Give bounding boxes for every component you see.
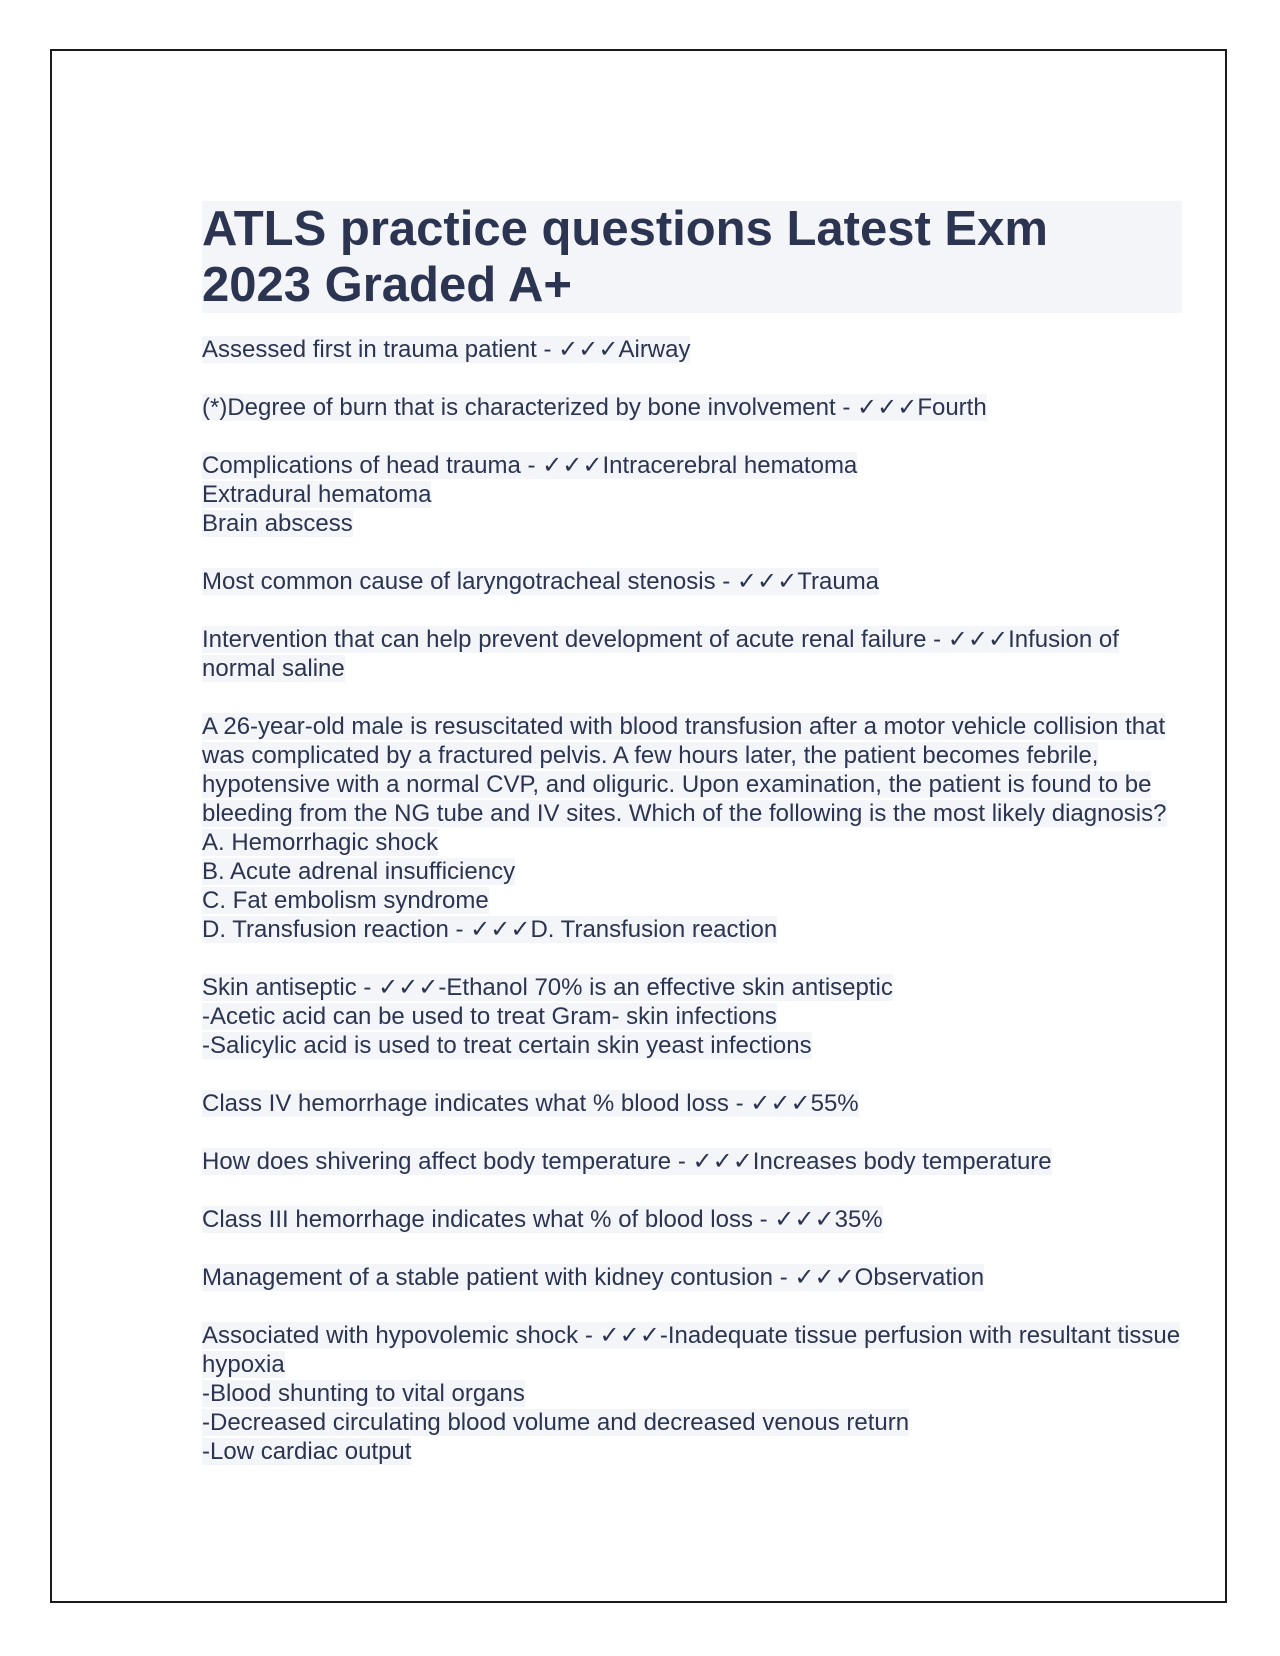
qa-line-text: Complications of head trauma - ✓✓✓Intracerebral hematoma	[202, 452, 858, 479]
qa-question-line	[202, 1205, 1182, 1234]
qa-answer-line	[202, 1031, 1182, 1060]
qa-line-text: C. Fat embolism syndrome	[202, 887, 489, 914]
qa-line-text: Extradural hematoma	[202, 481, 432, 508]
qa-item	[202, 1089, 1182, 1118]
qa-list	[202, 335, 1182, 1466]
qa-answer-line	[202, 828, 1182, 857]
qa-question-line	[202, 625, 1182, 683]
qa-item	[202, 393, 1182, 422]
qa-item	[202, 451, 1182, 538]
qa-answer-line	[202, 1002, 1182, 1031]
qa-line-text: Intervention that can help prevent development of acute renal failure - ✓✓✓Infusion of normal saline	[202, 626, 1119, 682]
qa-line-text: Assessed first in trauma patient - ✓✓✓Airway	[202, 336, 691, 363]
qa-line-text: How does shivering affect body temperature - ✓✓✓Increases body temperature	[202, 1148, 1052, 1175]
qa-answer-line	[202, 857, 1182, 886]
qa-question-line	[202, 1089, 1182, 1118]
qa-line-text: -Blood shunting to vital organs	[202, 1380, 525, 1407]
qa-line-text: B. Acute adrenal insufficiency	[202, 858, 516, 885]
qa-line-text: -Low cardiac output	[202, 1438, 412, 1465]
qa-item	[202, 1205, 1182, 1234]
qa-item	[202, 625, 1182, 683]
document-title	[202, 201, 1182, 313]
qa-item	[202, 335, 1182, 364]
qa-question-line	[202, 712, 1182, 828]
qa-item	[202, 1147, 1182, 1176]
qa-question-line	[202, 567, 1182, 596]
page-frame	[50, 49, 1227, 1603]
qa-line-text: -Decreased circulating blood volume and decreased venous return	[202, 1409, 910, 1436]
qa-answer-line	[202, 915, 1182, 944]
qa-line-text: -Salicylic acid is used to treat certain skin yeast infections	[202, 1032, 812, 1059]
qa-line-text: A 26-year-old male is resuscitated with blood transfusion after a motor vehicle collision that was complicated by a fractured pelvis. A few hours later, the patient becomes febrile, hypotensive with a normal CVP, and oliguric. Upon examination, the patient is found to be bleeding from the NG tube and IV sites. Which of the following is the most likely diagnosis?	[202, 713, 1167, 827]
qa-line-text: Skin antiseptic - ✓✓✓-Ethanol 70% is an effective skin antiseptic	[202, 974, 893, 1001]
qa-answer-line	[202, 509, 1182, 538]
qa-line-text: Class IV hemorrhage indicates what % blood loss - ✓✓✓55%	[202, 1090, 859, 1117]
qa-question-line	[202, 451, 1182, 480]
qa-line-text: Brain abscess	[202, 510, 353, 537]
title-line-1: ATLS practice questions Latest Exm	[202, 202, 1048, 256]
qa-question-line	[202, 1321, 1182, 1379]
document-content	[202, 201, 1182, 1495]
qa-line-text: (*)Degree of burn that is characterized by bone involvement - ✓✓✓Fourth	[202, 394, 987, 421]
qa-line-text: Most common cause of laryngotracheal stenosis - ✓✓✓Trauma	[202, 568, 880, 595]
qa-answer-line	[202, 886, 1182, 915]
qa-question-line	[202, 335, 1182, 364]
qa-item	[202, 567, 1182, 596]
qa-line-text: Associated with hypovolemic shock - ✓✓✓-Inadequate tissue perfusion with resultant tissue hypoxia	[202, 1322, 1181, 1378]
qa-answer-line	[202, 1437, 1182, 1466]
qa-question-line	[202, 1263, 1182, 1292]
qa-answer-line	[202, 480, 1182, 509]
qa-item	[202, 712, 1182, 944]
qa-item	[202, 973, 1182, 1060]
qa-line-text: -Acetic acid can be used to treat Gram- skin infections	[202, 1003, 777, 1030]
qa-answer-line	[202, 1379, 1182, 1408]
qa-answer-line	[202, 1408, 1182, 1437]
qa-question-line	[202, 1147, 1182, 1176]
title-line-2: 2023 Graded A+	[202, 258, 572, 312]
qa-item	[202, 1263, 1182, 1292]
qa-item	[202, 1321, 1182, 1466]
qa-line-text: A. Hemorrhagic shock	[202, 829, 439, 856]
qa-line-text: Class III hemorrhage indicates what % of blood loss - ✓✓✓35%	[202, 1206, 883, 1233]
qa-question-line	[202, 973, 1182, 1002]
qa-question-line	[202, 393, 1182, 422]
qa-line-text: D. Transfusion reaction - ✓✓✓D. Transfusion reaction	[202, 916, 778, 943]
qa-line-text: Management of a stable patient with kidney contusion - ✓✓✓Observation	[202, 1264, 985, 1291]
